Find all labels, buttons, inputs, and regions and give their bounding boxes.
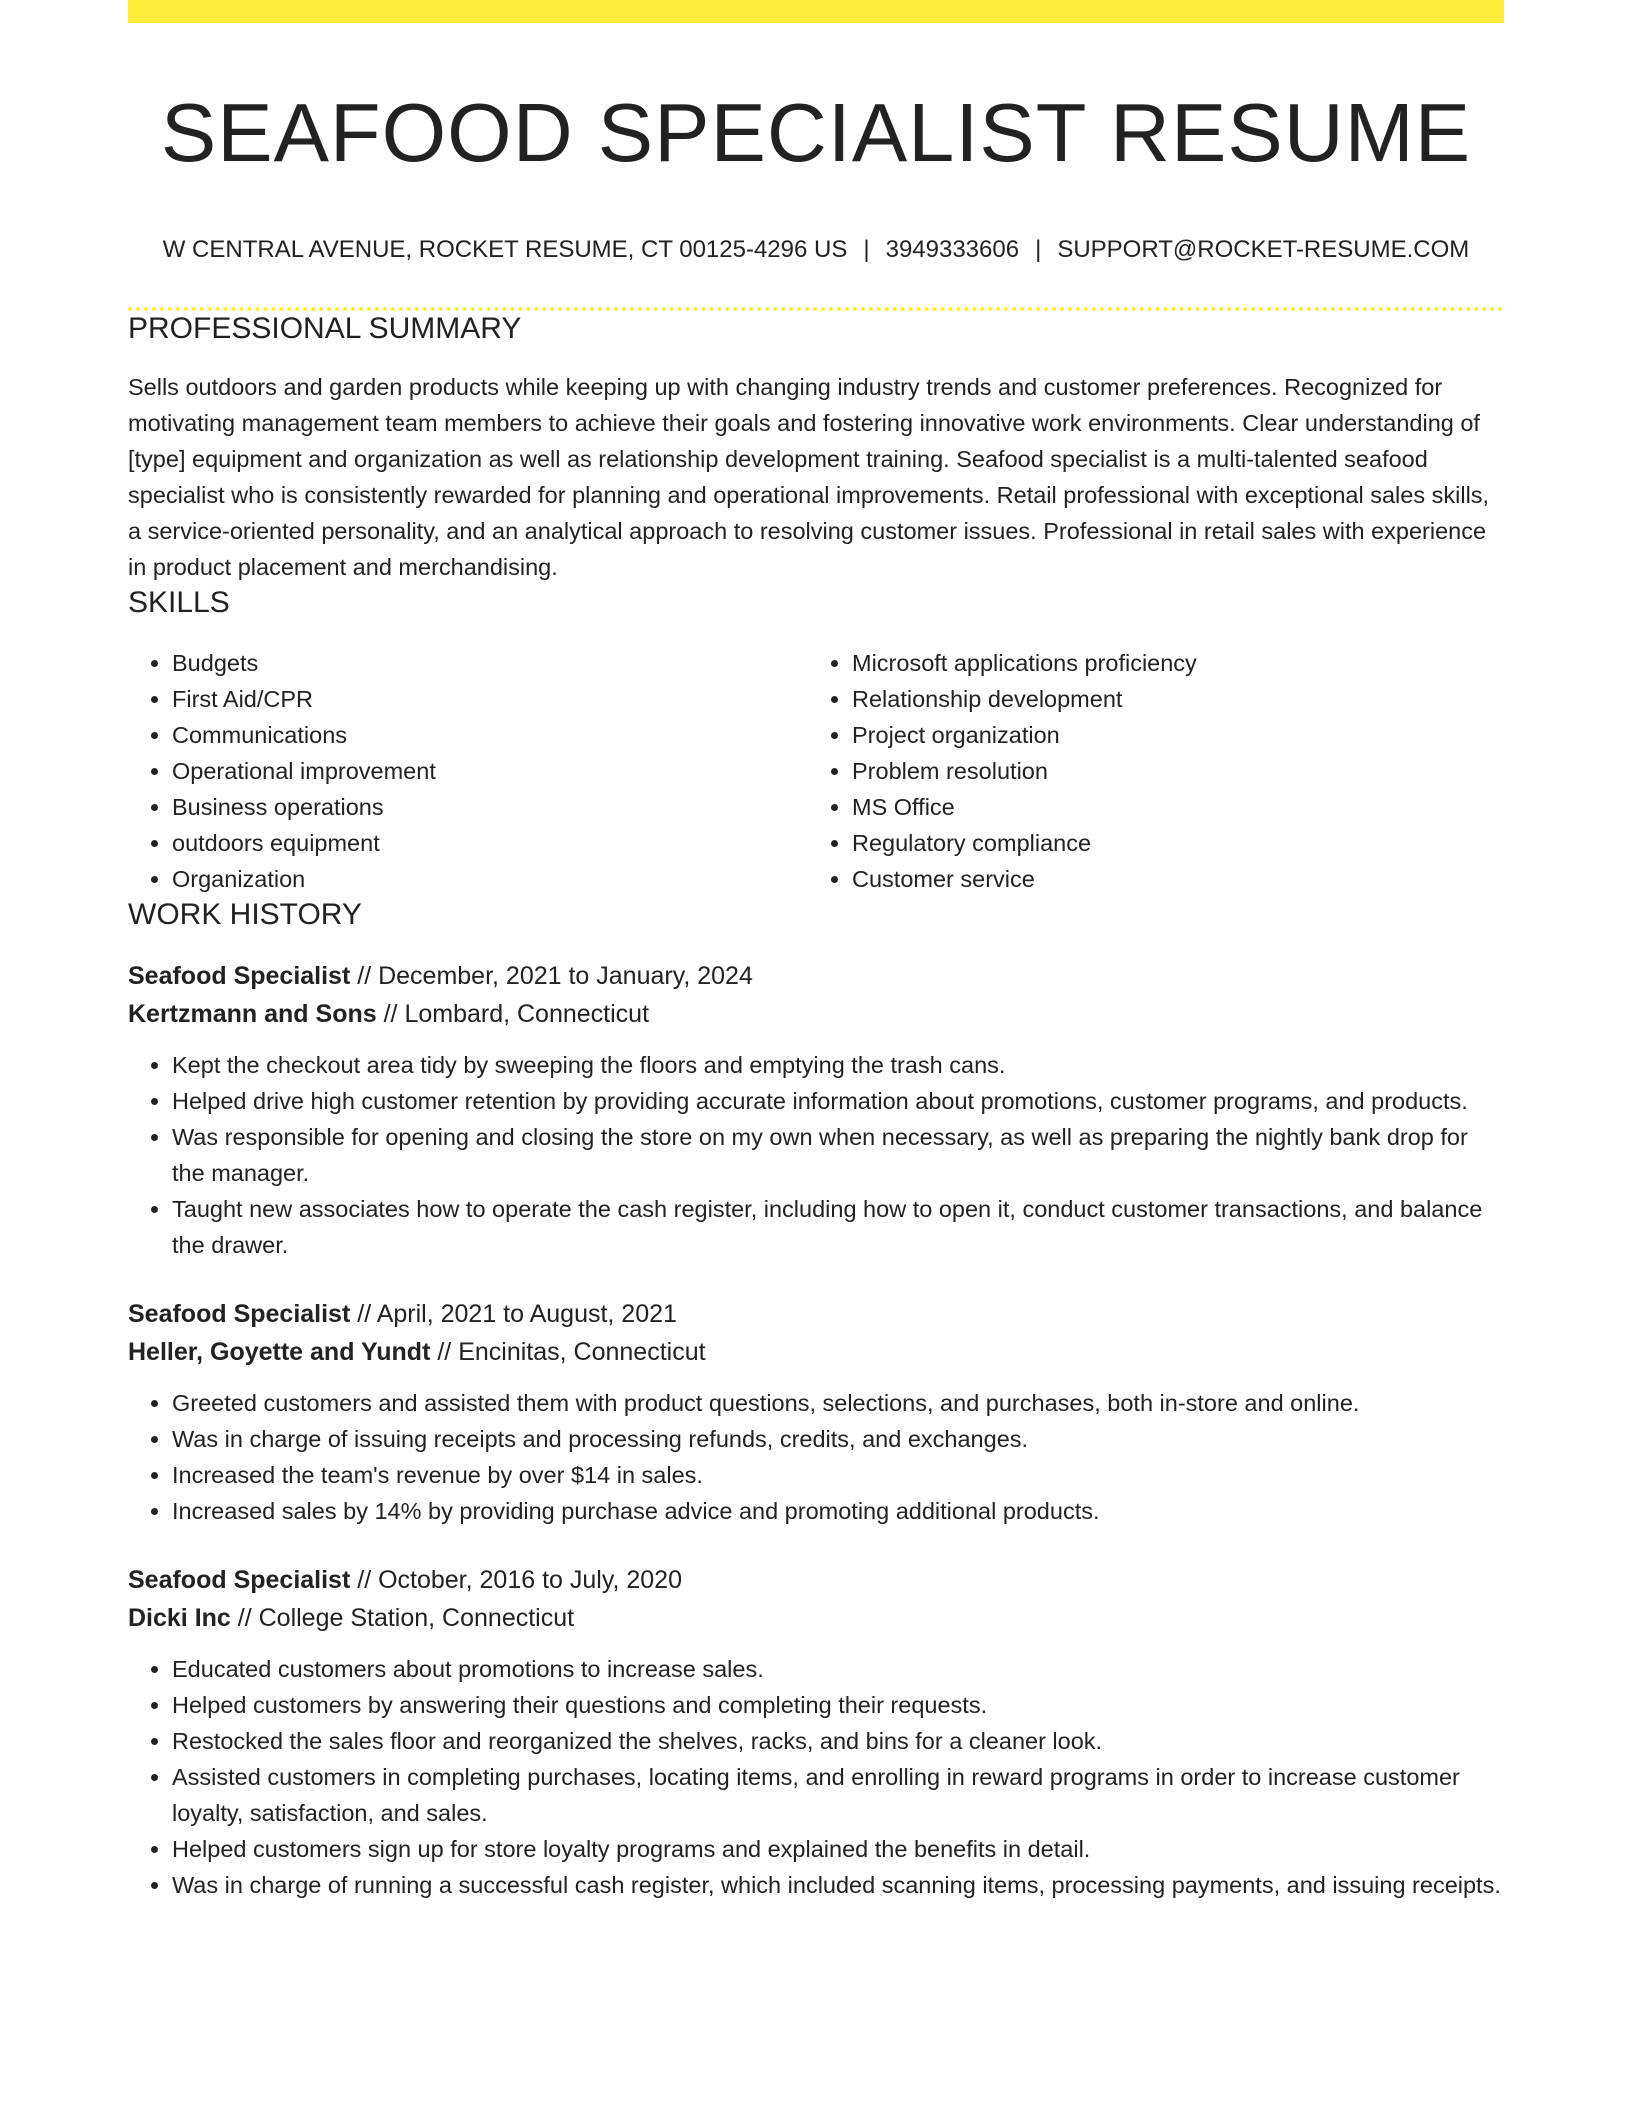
- job-bullet: • Greeted customers and assisted them with product questions, selections, and purchases, both in-store and online.: [172, 1385, 1504, 1421]
- job-bullet: • Educated customers about promotions to increase sales.: [172, 1651, 1504, 1687]
- work-history-heading: WORK HISTORY: [128, 898, 362, 931]
- resume-page: [128, 0, 1504, 1903]
- skill-item: • Operational improvement: [172, 753, 806, 789]
- job-title-line: [128, 1561, 1504, 1599]
- skill-item: • Microsoft applications proficiency: [852, 645, 1486, 681]
- summary-heading: PROFESSIONAL SUMMARY: [128, 312, 522, 345]
- job-bullet: • Was in charge of running a successful cash register, which included scanning items, processing payments, and issuing receipts.: [172, 1867, 1504, 1903]
- job-bullet: • Increased the team's revenue by over $14 in sales.: [172, 1457, 1504, 1493]
- job-bullets: [128, 1047, 1504, 1263]
- job-title: Seafood Specialist: [128, 1300, 351, 1328]
- skill-item: • First Aid/CPR: [172, 681, 806, 717]
- skill-item: • Business operations: [172, 789, 806, 825]
- job-title-line: [128, 1295, 1504, 1333]
- job-dates: // October, 2016 to July, 2020: [350, 1566, 682, 1594]
- job-company: Kertzmann and Sons: [128, 1000, 377, 1028]
- job-company: Dicki Inc: [128, 1604, 231, 1632]
- job-entry: [128, 957, 1504, 1263]
- skill-item: • Customer service: [852, 861, 1486, 897]
- skill-item: • Relationship development: [852, 681, 1486, 717]
- contact-separator: |: [1035, 236, 1042, 263]
- job-title: Seafood Specialist: [128, 962, 351, 990]
- job-bullet: • Kept the checkout area tidy by sweeping the floors and emptying the trash cans.: [172, 1047, 1504, 1083]
- job-bullet: • Helped drive high customer retention by providing accurate information about promotions, customer programs, and products.: [172, 1083, 1504, 1119]
- job-bullet: • Restocked the sales floor and reorganized the shelves, racks, and bins for a cleaner look.: [172, 1723, 1504, 1759]
- job-bullet: • Assisted customers in completing purchases, locating items, and enrolling in reward programs in order to increase customer loyalty, satisfaction, and sales.: [172, 1759, 1504, 1831]
- skill-item: • MS Office: [852, 789, 1486, 825]
- job-bullet: • Helped customers sign up for store loyalty programs and explained the benefits in detail.: [172, 1831, 1504, 1867]
- skill-item: • Budgets: [172, 645, 806, 681]
- job-location: // College Station, Connecticut: [230, 1604, 575, 1632]
- summary-text: Sells outdoors and garden products while keeping up with changing industry trends and customer preferences. Recognized for motivating management team members to achieve their goals and fostering innovative work environments. Clear understanding of [type] equipment and organization as well as relationship development training. Seafood specialist is a multi-talented seafood specialist who is consistently rewarded for planning and operational improvements. Retail professional with exceptional sales skills, a service-oriented personality, and an analytical approach to resolving customer issues. Professional in retail sales with experience in product placement and merchandising.: [128, 374, 1490, 580]
- job-bullets: [128, 1651, 1504, 1903]
- job-location: // Lombard, Connecticut: [376, 1000, 650, 1028]
- job-bullet: • Was in charge of issuing receipts and processing refunds, credits, and exchanges.: [172, 1421, 1504, 1457]
- contact-address: W CENTRAL AVENUE, ROCKET RESUME, CT 00125-4296 US: [162, 236, 848, 263]
- job-bullet: • Taught new associates how to operate the cash register, including how to open it, conduct customer transactions, and balance the drawer.: [172, 1191, 1504, 1263]
- contact-email: SUPPORT@ROCKET-RESUME.COM: [1057, 236, 1470, 263]
- job-bullet: • Increased sales by 14% by providing purchase advice and promoting additional products.: [172, 1493, 1504, 1529]
- skill-item: • Communications: [172, 717, 806, 753]
- job-dates: // April, 2021 to August, 2021: [350, 1300, 677, 1328]
- skills-column-1: [128, 645, 806, 897]
- job-company: Heller, Goyette and Yundt: [128, 1338, 431, 1366]
- job-bullets: [128, 1385, 1504, 1529]
- skills-column-2: [806, 645, 1486, 897]
- skill-item: • Organization: [172, 861, 806, 897]
- skill-item: • outdoors equipment: [172, 825, 806, 861]
- job-entry: [128, 1561, 1504, 1903]
- job-bullet: • Was responsible for opening and closing the store on my own when necessary, as well as preparing the nightly bank drop for the manager.: [172, 1119, 1504, 1191]
- contact-separator: |: [863, 236, 870, 263]
- job-title-line: [128, 957, 1504, 995]
- job-entry: [128, 1295, 1504, 1529]
- skills-list: [128, 645, 1504, 897]
- resume-title: SEAFOOD SPECIALIST RESUME: [160, 86, 1472, 179]
- job-bullet: • Helped customers by answering their questions and completing their requests.: [172, 1687, 1504, 1723]
- skill-item: • Problem resolution: [852, 753, 1486, 789]
- skills-heading: SKILLS: [128, 586, 230, 619]
- skill-item: • Project organization: [852, 717, 1486, 753]
- job-location: // Encinitas, Connecticut: [430, 1338, 706, 1366]
- job-company-line: [128, 1333, 1504, 1371]
- skill-item: • Regulatory compliance: [852, 825, 1486, 861]
- job-title: Seafood Specialist: [128, 1566, 351, 1594]
- job-company-line: [128, 995, 1504, 1033]
- job-dates: // December, 2021 to January, 2024: [350, 962, 753, 990]
- job-company-line: [128, 1599, 1504, 1637]
- contact-phone: 3949333606: [885, 236, 1020, 263]
- contact-line: [128, 235, 1504, 265]
- accent-top-bar: [128, 0, 1504, 23]
